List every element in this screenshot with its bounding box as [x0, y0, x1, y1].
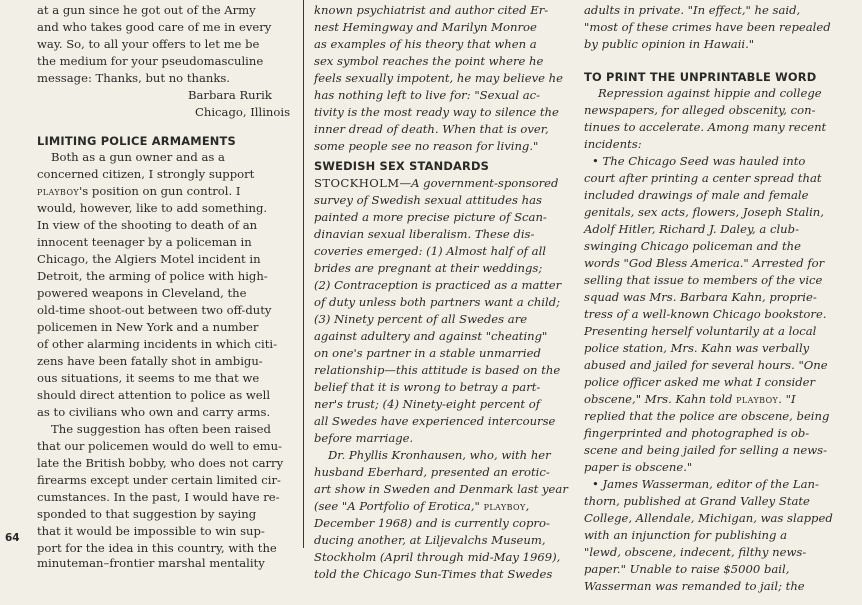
body-line: Both as a gun owner and as a — [51, 150, 225, 164]
body-line: Adolf Hitler, Richard J. Daley, a club- — [584, 222, 799, 236]
body-line: survey of Swedish sexual attitudes has — [314, 193, 542, 207]
body-line: replied that the police are obscene, being — [584, 409, 830, 423]
magazine-name: playboy — [37, 184, 80, 198]
body-line: police officer asked me what I consider — [584, 375, 816, 389]
body-line: selling that issue to members of the vice — [584, 273, 823, 287]
body-line: ducing another, at Liljevalchs Museum, — [314, 533, 546, 547]
body-line: of other alarming incidents in which citi- — [37, 337, 278, 351]
magazine-name: playboy — [736, 392, 779, 406]
body-line: zens have been fatally shot in ambigu- — [37, 354, 263, 368]
body-line: • James Wasserman, editor of the Lan- — [592, 477, 819, 491]
body-line: minuteman–frontier marshal mentality — [37, 556, 265, 570]
body-line: coveries emerged: (1) Almost half of all — [314, 244, 546, 258]
body-line: dinavian sexual liberalism. These dis- — [314, 227, 535, 241]
body-line: before marriage. — [314, 431, 414, 445]
body-line: inner dread of death. When that is over, — [314, 122, 549, 136]
column-rule — [303, 0, 304, 548]
letter-line: way. So, to all your offers to let me be — [37, 37, 260, 51]
body-line: In view of the shooting to death of an — [37, 218, 258, 232]
body-line: thorn, published at Grand Valley State — [584, 494, 810, 508]
body-line: as to civilians who own and carry arms. — [37, 405, 271, 419]
body-line: (see "A Portfolio of Erotica," playboy, — [314, 499, 530, 513]
body-line: relationship—this attitude is based on the — [314, 363, 561, 377]
body-line: some people see no reason for living." — [314, 139, 539, 153]
signature-place: Chicago, Illinois — [195, 105, 291, 119]
body-line: College, Allendale, Michigan, was slapped — [584, 511, 833, 525]
body-line: • The Chicago Seed was hauled into — [592, 154, 806, 168]
body-line: scene and being jailed for selling a news- — [584, 443, 827, 457]
body-line: squad was Mrs. Barbara Kahn, proprie- — [584, 290, 817, 304]
body-line: incidents: — [584, 137, 642, 151]
body-line: (2) Contraception is practiced as a matter — [314, 278, 562, 292]
body-line: has nothing left to live for: "Sexual ac- — [314, 88, 541, 102]
signature-name: Barbara Rurik — [188, 88, 272, 102]
body-line: Repression against hippie and college — [598, 86, 822, 100]
body-line: by public opinion in Hawaii." — [584, 37, 755, 51]
body-line: firearms except under certain limited cir- — [37, 473, 281, 487]
body-line: cumstances. In the past, I would have re- — [37, 490, 280, 504]
section-heading: TO PRINT THE UNPRINTABLE WORD — [584, 70, 817, 84]
letter-line: message: Thanks, but no thanks. — [37, 71, 230, 85]
body-line: with an injunction for publishing a — [584, 528, 788, 542]
body-line: December 1968) and is currently copro- — [314, 516, 550, 530]
body-line: obscene," Mrs. Kahn told playboy. "I — [584, 392, 796, 406]
body-line: tinues to accelerate. Among many recent — [584, 120, 827, 134]
body-line: abused and jailed for several hours. "One — [584, 358, 828, 372]
body-line: Stockholm (April through mid-May 1969), — [314, 550, 561, 564]
body-line: should direct attention to police as well — [37, 388, 271, 402]
body-line: husband Eberhard, presented an erotic- — [314, 465, 550, 479]
body-line: ous situations, it seems to me that we — [37, 371, 260, 385]
body-line: powered weapons in Cleveland, the — [37, 286, 247, 300]
body-line: Detroit, the arming of police with high- — [37, 269, 268, 283]
body-line: innocent teenager by a policeman in — [37, 235, 252, 249]
section-heading: SWEDISH SEX STANDARDS — [314, 159, 490, 173]
body-line: Dr. Phyllis Kronhausen, who, with her — [328, 448, 551, 462]
body-line: belief that it is wrong to betray a part- — [314, 380, 541, 394]
body-line: painted a more precise picture of Scan- — [314, 210, 547, 224]
body-line: paper." Unable to raise $5000 bail, — [584, 562, 790, 576]
magazine-name: playboy — [483, 499, 526, 513]
body-line: policemen in New York and a number — [37, 320, 259, 334]
body-line: known psychiatrist and author cited Er- — [314, 3, 549, 17]
body-line: that it would be impossible to win sup- — [37, 524, 265, 538]
body-line: included drawings of male and female — [584, 188, 809, 202]
section-heading: LIMITING POLICE ARMAMENTS — [37, 134, 236, 148]
letter-line: at a gun since he got out of the Army — [37, 3, 256, 17]
letter-line: and who takes good care of me in every — [37, 20, 272, 34]
body-line: sponded to that suggestion by saying — [37, 507, 257, 521]
body-line: swinging Chicago policeman and the — [584, 239, 801, 253]
body-line: genitals, sex acts, flowers, Joseph Stalin, — [584, 205, 824, 219]
body-line: as examples of his theory that when a — [314, 37, 537, 51]
body-line: on one's partner in a stable unmarried — [314, 346, 541, 360]
body-line: old-time shoot-out between two off-duty — [37, 303, 272, 317]
body-line: "most of these crimes have been repealed — [584, 20, 831, 34]
body-line: concerned citizen, I strongly support — [37, 167, 255, 181]
body-line: would, however, like to add something. — [37, 201, 268, 215]
body-line: Chicago, the Algiers Motel incident in — [37, 252, 261, 266]
body-line: paper is obscene." — [584, 460, 693, 474]
dateline: STOCKHOLM — [314, 176, 400, 190]
body-line: "lewd, obscene, indecent, filthy news- — [584, 545, 807, 559]
body-line: ner's trust; (4) Ninety-eight percent of — [314, 397, 541, 411]
body-line: adults in private. "In effect," he said, — [584, 3, 801, 17]
body-line: sex symbol reaches the point where he — [314, 54, 544, 68]
body-line: newspapers, for alleged obscenity, con- — [584, 103, 816, 117]
body-line: tivity is the most ready way to silence the — [314, 105, 559, 119]
body-line: nest Hemingway and Marilyn Monroe — [314, 20, 537, 34]
body-line: art show in Sweden and Denmark last year — [314, 482, 568, 496]
body-line: of duty unless both partners want a child; — [314, 295, 561, 309]
body-line: (3) Ninety percent of all Swedes are — [314, 312, 528, 326]
body-line: all Swedes have experienced intercourse — [314, 414, 556, 428]
body-line: playboy's position on gun control. I — [37, 184, 241, 198]
body-line: Wasserman was remanded to jail; the — [584, 579, 805, 593]
body-line: told the Chicago Sun-Times that Swedes — [314, 567, 553, 581]
letter-line: the medium for your pseudomasculine — [37, 54, 264, 68]
body-line: police station, Mrs. Kahn was verbally — [584, 341, 810, 355]
body-line: The suggestion has often been raised — [51, 422, 271, 436]
body-line: fingerprinted and photographed is ob- — [584, 426, 810, 440]
body-line: late the British bobby, who does not carry — [37, 456, 284, 470]
body-line: port for the idea in this country, with the — [37, 541, 277, 555]
page-number: 64 — [5, 532, 20, 544]
dateline-line: STOCKHOLM—A government-sponsored — [314, 176, 559, 190]
body-line: brides are pregnant at their weddings; — [314, 261, 543, 275]
body-line: words "God Bless America." Arrested for — [584, 256, 825, 270]
body-line: court after printing a center spread that — [584, 171, 822, 185]
body-line: that our policemen would do well to emu- — [37, 439, 282, 453]
body-line: against adultery and against "cheating" — [314, 329, 548, 343]
body-line: feels sexually impotent, he may believe he — [314, 71, 563, 85]
body-line: Presenting herself voluntarily at a local — [584, 324, 817, 338]
body-line: tress of a well-known Chicago bookstore. — [584, 307, 827, 321]
